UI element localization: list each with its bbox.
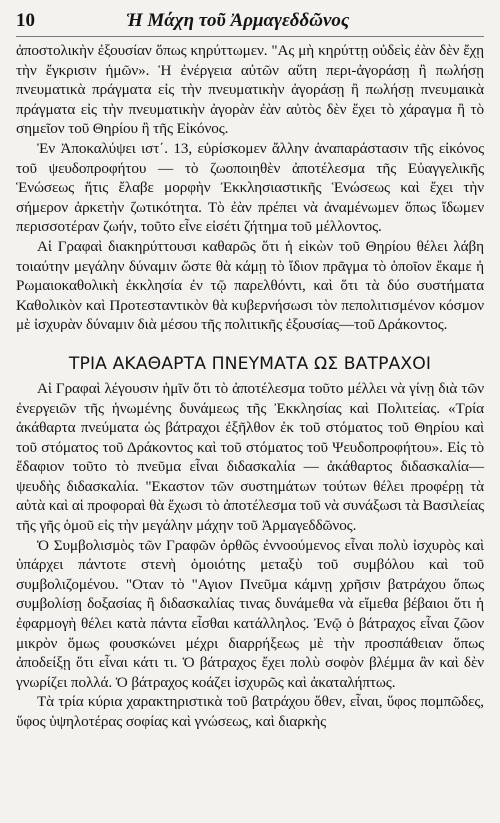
- body-paragraph: Αἱ Γραφαὶ διακηρύττουσι καθαρῶς ὅτι ἡ εἰκὼν τοῦ Θηρίου θέλει λάβη τοιαύτην μεγάλην δύναμιν ὥστε θὰ κάμῃ τὸ ἴδιον πρᾶγμα τὸ ὁποῖον ἔκαμε ἡ Ρωμαιοκαθολικὴ ἐκκλησία ἐν τῷ παρελθόντι, καὶ ὅτι τὰ δύο συστήματα Καθολικὸν καὶ Προτεσταντικὸν θὰ κυβερνήσωσι τὸν πεπολιτισμένον κόσμον μὲ ἰσχυρὰν δύναμιν διὰ μέσου τῆς πολιτικῆς ἐξουσίας—τοῦ Δράκοντος.: [16, 237, 484, 334]
- body-paragraph: Ὁ Συμβολισμὸς τῶν Γραφῶν ὀρθῶς ἐννοούμενος εἶναι πολὺ ἰσχυρὸς καὶ ὑπάρχει πάντοτε στενὴ ὁμοιότης μεταξὺ τοῦ συμβόλου καὶ τοῦ συμβολιζομένου. "Οταν τὸ "Αγιον Πνεῦμα κάμνῃ χρῆσιν βατράχου ὅπως συμβολίσῃ δοξασίας ἢ διδασκαλίας τινας δυνάμεθα νὰ εἴμεθα βέβαιοι ὅτι ἡ ἐφαρμογὴ θέλει κατὰ πάντα εἶσθαι κατάλληλος. Ἐνῷ ὁ βάτραχος εἶναι ζῶον μικρὸν ὅμως φουσκώνει μέχρι διαρρήξεως μὲ τὴν προσπάθειαν ὅπως ἀποδείξῃ ὅτι εἶναι κάτι τι. Ὁ βάτραχος ἔχει πολὺ σοφὸν βλέμμα ἂν καὶ δὲν γνωρίζει πολλά. Ὁ βάτραχος κοάζει ἰσχυρῶς καὶ ἀκαταλήπτως.: [16, 536, 484, 691]
- body-paragraph: Τὰ τρία κύρια χαρακτηριστικὰ τοῦ βατράχου ὅθεν, εἶναι, ὕφος πομπῶδες, ὕφος ὑψηλοτέρας σοφίας καὶ γνώσεως, καὶ διαρκὴς: [16, 693, 484, 730]
- body-paragraph: Ἐν Ἀποκαλύψει ιστ΄. 13, εὑρίσκομεν ἄλλην ἀναπαράστασιν τῆς εἰκόνος τοῦ ψευδοπροφήτου — τὸ ζωοποιηθὲν ἀποτέλεσμα τῆς Εὐαγγελικῆς Ἑνώσεως ἥτις ἔλαβε μορφὴν Ἐκκλησιαστικῆς Ἑνώσεως καὶ ἔχει τὴν σήμερον ἀρκετὴν ζωτικότητα. Τὸ ἐὰν πρέπει νὰ ἀναμένωμεν ὅπως ἴδωμεν περισσοτέραν ζωήν, τοῦτο εἶνε εἰσέτι ζήτημα τοῦ μέλλοντος.: [16, 139, 484, 236]
- section-heading: ΤΡΙΑ ΑΚΑΘΑΡΤΑ ΠΝΕΥΜΑΤΑ ΩΣ ΒΑΤΡΑΧΟΙ: [68, 353, 432, 374]
- running-title: Ἡ Μάχη τοῦ Ἀρμαγεδδῶνος: [126, 10, 350, 31]
- page-number: 10: [16, 10, 35, 31]
- page-header: [16, 10, 484, 37]
- body-paragraph: ἀποστολικὴν ἐξουσίαν ὅπως κηρύττωμεν. "Ας μὴ κηρύττῃ οὐδεὶς ἐὰν δὲν ἔχῃ τὴν ἔγκρισιν ἡμῶν». Ἡ ἐνέργεια αὐτῶν αὕτη περι-ἀγοράσῃ ἢ πωλήσῃ πνευματικὰ πράγματα εἰς τὴν πνευματικὴν ἀγοράσῃ ἢ πωλήσῃ πνευμαικὰ πράγματα εἰς τὴν πνευματικὴν ἀγορὰν ἐὰν αὐτὸς δὲν ἔχει τὸ χάραγμα ἢ τὸ σημεῖον τοῦ Θηρίου ἢ τῆς Εἰκόνος.: [16, 42, 484, 138]
- body-paragraph: Αἱ Γραφαὶ λέγουσιν ἡμῖν ὅτι τὸ ἀποτέλεσμα τοῦτο μέλλει νὰ γίνῃ διὰ τῶν ἐνεργειῶν τῆς ἡνωμένης δυνάμεως τῆς Ἐκκλησίας καὶ Πολιτείας. «Τρία ἀκάθαρτα πνεύματα ὡς βάτραχοι ἐξῆλθον ἐκ τοῦ στόματος τοῦ Θηρίου καὶ τοῦ στόματος τοῦ Δράκοντος καὶ τοῦ στόματος τοῦ Ψευδοπροφήτου». Εἰς τὸ ἔδαφιον τοῦτο τὸ πνεῦμα εἶναι διδασκαλία — ἀκάθαρτος διδασκαλία—ψευδὴς διδασκαλία. "Εκαστον τῶν συστημάτων τούτων θέλει προφέρῃ τὰ αὐτὰ καὶ αἱ προφοραὶ θὰ ἔχωσι τὸ ἀποτέλεσμα τοῦ νὰ συνάξωσι τὰ Βασιλείας τῆς γῆς ὁμοῦ εἰς τὴν μεγάλην μάχην τοῦ Ἀρμαγεδδῶνος.: [16, 379, 484, 535]
